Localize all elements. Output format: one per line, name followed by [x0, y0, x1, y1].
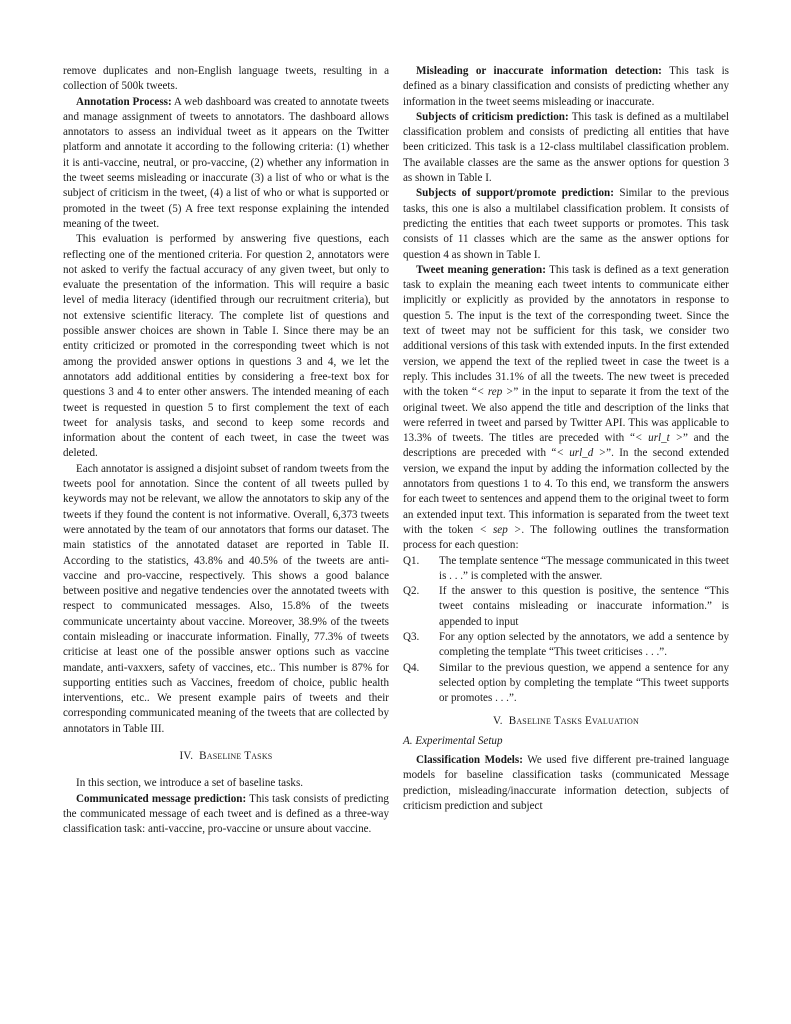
paragraph-heading: Annotation Process:	[76, 95, 172, 108]
paragraph-body: A web dashboard was created to annotate tweets and manage assignment of tweets to annotators. The dashboard allows annotators to assess an individual tweet as it appears on the Twitter platform and annotate it according to the following criteria: (1) whether it is anti-vaccine, neutral, or pro-vaccine, (2) whether any information in the tweet seems misleading or inaccurate (3) a list of who or what is the subject of criticism in the tweet, (4) a list of who or what is supported or promoted in the tweet (5) A free text response explaining the intended meaning of the tweet.	[63, 95, 389, 230]
paragraph-body: Similar to the previous tasks, this one is also a multilabel classification problem. It consists of predicting the entities that each tweet supports or promotes. This task consists of 11 classes which are the same as the answer options for question 4 as shown in Table I.	[403, 187, 729, 261]
paragraph-body: This task consists of predicting the communicated message of each tweet and is defined as a three-way classification task: anti-vaccine, pro-vaccine or unsure about vaccine.	[63, 792, 389, 836]
paragraph-dataset-intro: remove duplicates and non-English language tweets, resulting in a collection of 500k tweets.	[63, 65, 389, 93]
list-item-text: Similar to the previous question, we append a sentence for any selected option by completing the template “This tweet supports or promotes . . .”.	[439, 661, 729, 705]
list-item-text: If the answer to this question is positive, the sentence “This tweet contains misleading or inaccurate information.” is appended to input	[439, 585, 729, 628]
section-title: Baseline Tasks Evaluation	[508, 715, 639, 728]
paragraph-heading: Tweet meaning generation:	[416, 263, 546, 276]
left-column	[63, 64, 389, 838]
paragraph-body-part: ” and the descriptions are preceded with “	[403, 432, 729, 460]
token-url-d: < url_d >	[556, 447, 607, 460]
paragraph-misleading-detection	[403, 64, 729, 110]
paragraph-body-part: ” in the input to separate it from the text of the original tweet. We also append the title and description of the links that were referred in tweet and parsed by Twitter API. This was applicable to 13.3% of tweets. The titles are preceded with “	[403, 386, 729, 445]
section-title: Baseline Tasks	[199, 750, 273, 763]
paragraph-communicated-message	[63, 792, 389, 838]
token-url-t: < url_t >	[634, 432, 683, 445]
list-item-text: The template sentence “The message communicated in this tweet is . . .” is completed with the answer.	[439, 554, 729, 582]
paragraph-evaluation: This evaluation is performed by answering five questions, each reflecting one of the mentioned criteria. For question 2, annotators were not asked to verify the factual accuracy of any given tweet, but only to evaluate the presentation of the information. This will require a basic level of media literacy (identified through our recruitment criteria), but not extensive scientific literacy. The complete list of questions and possible answer choices are shown in Table I. Since there may be an entity criticized or promoted in the corresponding tweet which is not among the provided answer options in questions 3 and 4, we let the annotators add additional entities by considering a free-text box for questions 3 and 4 to enter other answers. The intended meaning of each tweet is requested in question 5 to first complement the text of each tweet for analysis tasks, and second to keep some records and information about the content of each tweet, in case the tweet was deleted.	[63, 233, 389, 460]
right-column	[403, 64, 729, 814]
list-item	[403, 554, 729, 585]
paragraph-body: This task is defined as a multilabel classification problem and consists of predicting all entities that have been criticized. This task is a 12-class multilabel classification problem. The available classes are the same as the answer options for question 3 as shown in Table I.	[403, 110, 729, 185]
paragraph-heading: Misleading or inaccurate information detection:	[416, 65, 662, 77]
list-item	[403, 584, 729, 630]
paragraph-heading: Classification Models:	[416, 754, 523, 767]
paragraph-criticism-prediction	[403, 110, 729, 186]
token-rep: < rep >	[476, 386, 514, 399]
section-number: V.	[493, 715, 503, 728]
list-item	[403, 661, 729, 707]
list-item	[403, 630, 729, 661]
list-item-text: For any option selected by the annotators, we add a sentence by completing the template “This tweet criticises . . .”.	[439, 630, 729, 659]
paragraph-body: We used five different pre-trained language models for baseline classification tasks (communicated Message prediction, misleading/inaccurate information detection, subjects of criticism prediction and subject	[403, 754, 730, 812]
question-transform-list	[403, 554, 729, 707]
paragraph-annotation-process	[63, 95, 389, 233]
list-item-number: Q4.	[403, 661, 420, 674]
paragraph-baseline-intro: In this section, we introduce a set of baseline tasks.	[76, 777, 304, 790]
subsection-heading-experimental-setup: A. Experimental Setup	[403, 734, 503, 747]
section-number: IV.	[179, 750, 194, 763]
paragraph-body-part: . The following outlines the transformation process for each question:	[403, 523, 729, 552]
section-heading-baseline-evaluation	[403, 714, 729, 729]
paragraph-heading: Communicated message prediction:	[76, 792, 247, 805]
paragraph-classification-models	[403, 753, 729, 814]
section-heading-baseline-tasks	[63, 749, 389, 764]
list-item-number: Q3.	[403, 630, 420, 643]
token-sep: < sep >	[479, 523, 522, 536]
paragraph-body-part: ”. In the second extended version, we expand the input by adding the information collected by the annotators from questions 1 to 4. To this end, we transform the answers for each tweet to sentences and append them to the original tweet to form an extended input text. This information is separated from the tweet text with the token	[403, 447, 729, 536]
list-item-number: Q2.	[403, 585, 420, 598]
paragraph-annotator-assignment: Each annotator is assigned a disjoint subset of random tweets from the tweets pool for annotation. Since the content of all tweets pulled by keywords may not be relevant, we allow the annotators to skip any of the tweets if they found the content is not informative. Overall, 6,373 tweets were annotated by the team of our annotators that forms our dataset. The main statistics of the annotated dataset are reported in Table II. According to the statistics, 43.8% and 40.5% of the tweets are anti-vaccine and pro-vaccine, respectively. This shows a good balance between positive and negative tendencies over the annotated tweets with respect to communicated messages. Also, 15.8% of the tweets communicate uncertainty about vaccine. Moreover, 38.9% of the tweets contain misleading or inaccurate information. Finally, 77.3% of tweets criticise at least one of the possible answer options such as vaccine mandate, anti-vaxxers, safety of vaccines, etc.. This number is 87% for supporting entities such as Vaccines, freedom of choice, public health interventions, etc.. We present example pairs of tweets and their corresponding communicated meaning of the tweets that are collected by annotators in Table III.	[63, 462, 389, 735]
list-item-number: Q1.	[403, 554, 420, 567]
paragraph-heading: Subjects of criticism prediction:	[416, 110, 569, 123]
paragraph-heading: Subjects of support/promote prediction:	[416, 187, 614, 200]
paragraph-meaning-generation	[403, 263, 729, 554]
paragraph-body-part: This task is defined as a text generation task to explain the meaning each tweet intents to communicate either implicitly or explicitly as provided by the annotators in response to question 5. The input is the text of the corresponding tweet. Since the text of tweet may not be sufficient for this task, we consider two additional versions of this task with extended inputs. In the first extended version, we append the text of the replied tweet in case the tweet is a reply. This includes 31.1% of all the tweets. The new tweet is preceded with the token “	[403, 263, 729, 399]
paragraph-support-prediction	[403, 186, 729, 262]
paragraph-body: This task is defined as a binary classification and consists of predicting whether any information in the tweet seems misleading or inaccurate.	[403, 65, 729, 108]
